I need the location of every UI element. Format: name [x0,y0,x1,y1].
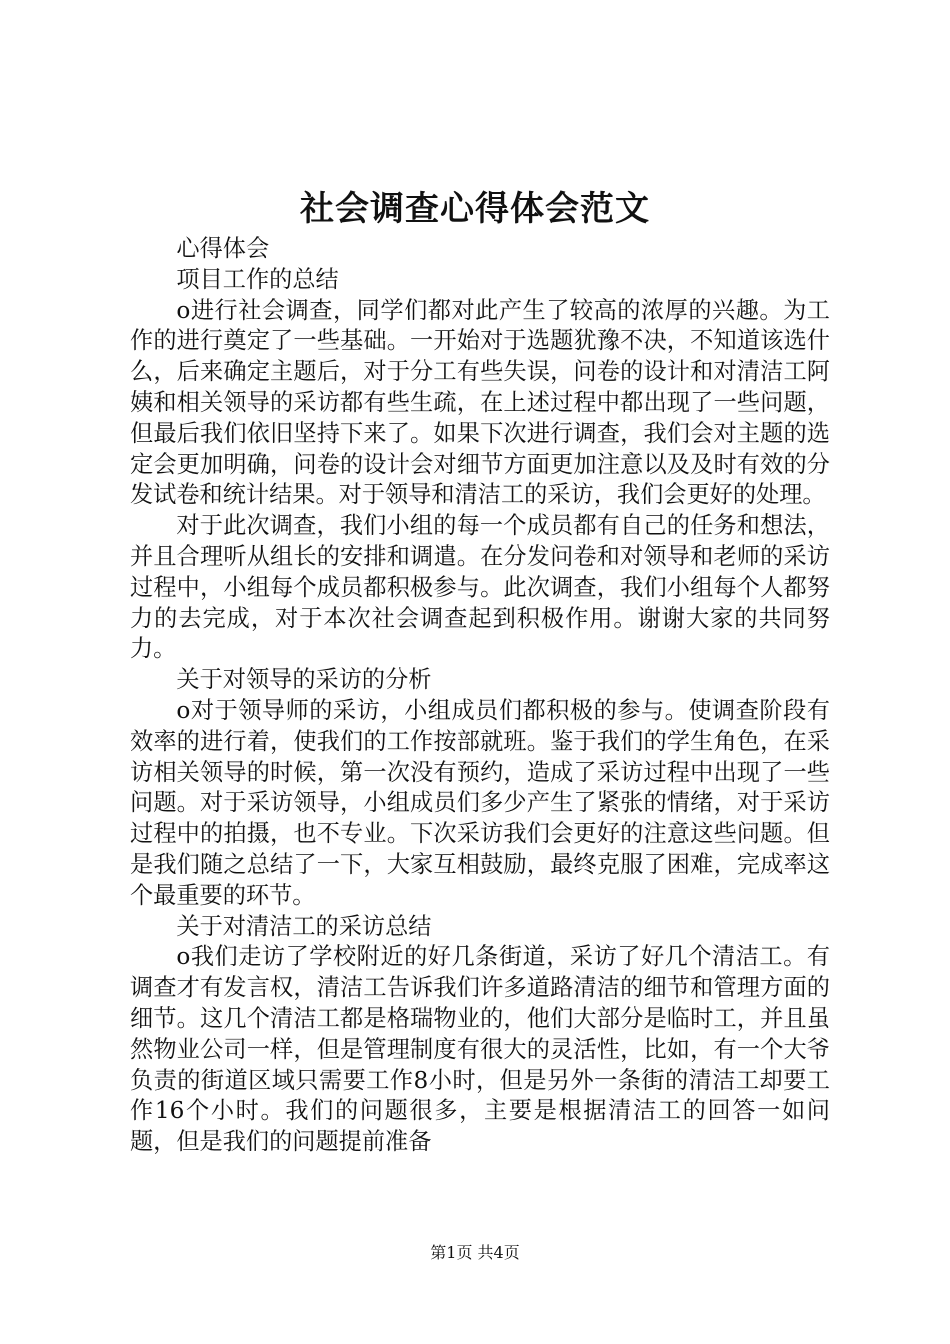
page-footer: 第1页 共4页 [430,1243,520,1262]
paragraph-heading: 关于对领导的采访的分析 [176,666,432,694]
paragraph: o进行社会调查，同学们都对此产生了较高的浓厚的兴趣。为工作的进行奠定了一些基础。一开始对于选题犹豫不决，不知道该选什么，后来确定主题后，对于分工有些失误，问卷的设计和对清洁工阿姨和相关领导的采访都有些生疏，在上述过程中都出现了一些问题，但最后我们依旧坚持下来了。如果下次进行调查，我们会对主题的选定会更加明确，问卷的设计会对细节方面更加注意以及及时有效的分发试卷和统计结果。对于领导和清洁工的采访，我们会更好的处理。 [130,296,830,509]
paragraph: o对于领导师的采访，小组成员们都积极的参与。使调查阶段有效率的进行着，使我们的工作按部就班。鉴于我们的学生角色，在采访相关领导的时候，第一次没有预约，造成了采访过程中出现了一些问题。对于采访领导，小组成员们多少产生了紧张的情绪，对于采访过程中的拍摄，也不专业。下次采访我们会更好的注意这些问题。但是我们随之总结了一下，大家互相鼓励，最终克服了困难，完成率这个最重要的环节。 [130,696,830,909]
paragraph: 对于此次调查，我们小组的每一个成员都有自己的任务和想法，并且合理听从组长的安排和调遣。在分发问卷和对领导和老师的采访过程中，小组每个成员都积极参与。此次调查，我们小组每个人都努力的去完成，对于本次社会调查起到积极作用。谢谢大家的共同努力。 [130,512,830,663]
paragraph: o我们走访了学校附近的好几条街道，采访了好几个清洁工。有调查才有发言权，清洁工告诉我们许多道路清洁的细节和管理方面的细节。这几个清洁工都是格瑞物业的，他们大部分是临时工，并且虽然物业公司一样，但是管理制度有很大的灵活性，比如，有一个大爷负责的街道区域只需要工作8小时，但是另外一条街的清洁工却要工作16个小时。我们的问题很多，主要是根据清洁工的回答一如问题，但是我们的问题提前准备 [130,943,830,1156]
paragraph-heading: 心得体会 [176,235,270,262]
paragraph-heading: 关于对清洁工的采访总结 [176,912,432,940]
document-title: 社会调查心得体会范文 [300,189,650,229]
paragraph-heading: 项目工作的总结 [176,265,339,293]
document-body [130,234,830,1158]
